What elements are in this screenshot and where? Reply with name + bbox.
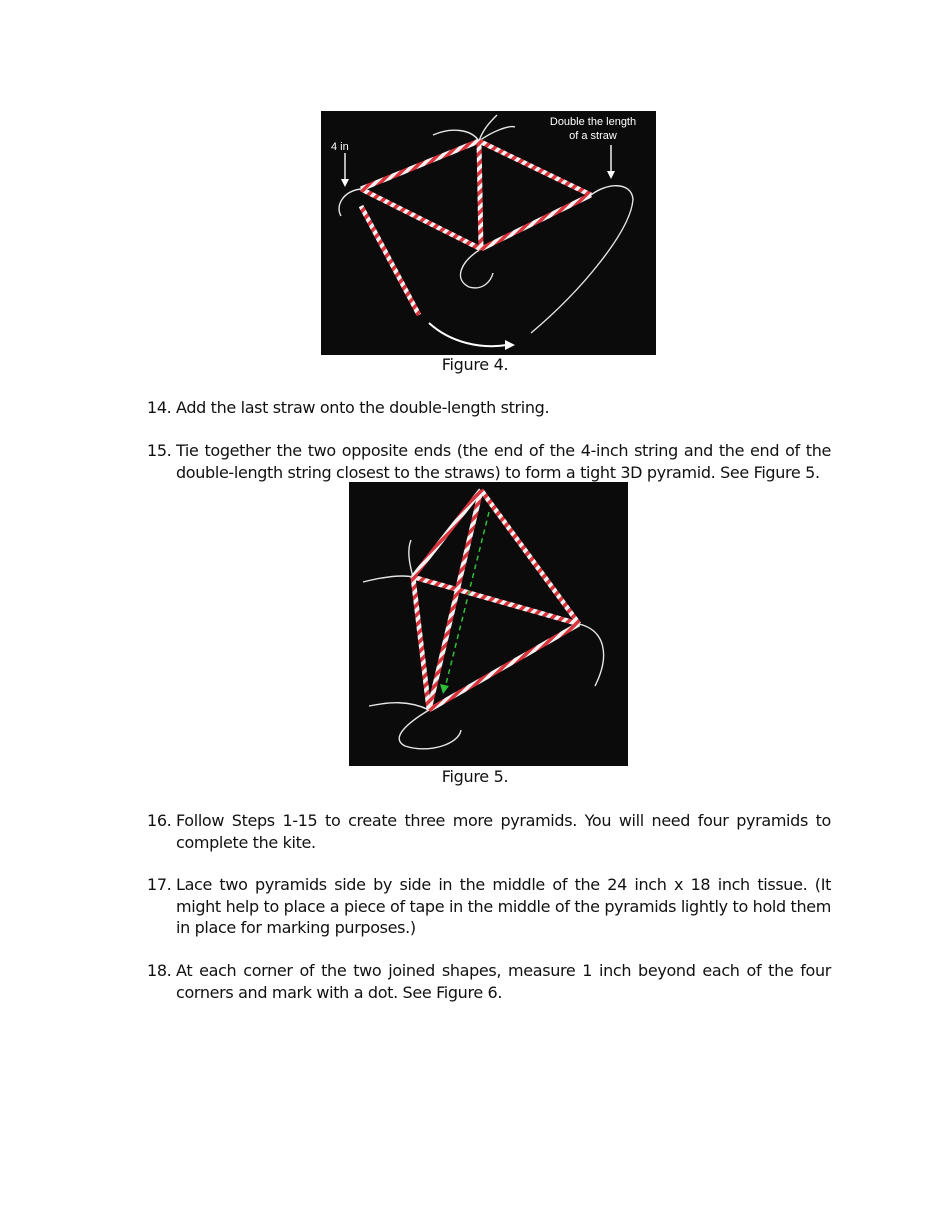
step-text: Add the last straw onto the double-length string. [176,398,550,417]
arrow-double-length-head [607,171,615,179]
straw-middle [413,577,579,624]
figure-5-caption: Figure 5. [441,767,509,786]
step-15 [147,440,831,483]
step-text: Tie together the two opposite ends (the end of the 4-inch string and the end of the double-length string closest to the straws) to form a tight 3D pyramid. See Figure 5. [176,441,831,482]
curved-arrow [429,323,507,346]
straw-top-right [481,490,579,624]
figure-4-caption: Figure 4. [441,355,509,374]
string-left-b [409,540,413,577]
step-number: 17. [147,875,172,894]
string-bottom-a [369,703,429,710]
straw-top-right [479,141,591,195]
label-4-in: 4 in [331,141,349,153]
straw-center [479,141,481,249]
string-bottom-loop [399,710,461,749]
label-double-length-line2: of a straw [569,130,617,142]
step-14 [147,397,831,419]
straw-loose [361,206,419,315]
string-top-end-b [479,115,497,141]
straw-left-vertical [413,577,429,710]
step-number: 16. [147,811,172,830]
step-number: 14. [147,398,172,417]
figure-4-drawing [321,111,656,355]
step-16 [147,810,831,853]
label-double-length-line1: Double the length [549,116,637,128]
curved-arrow-head [505,340,515,350]
guide-arrow-head [440,684,449,694]
figure-5-drawing [349,482,628,766]
step-18 [147,960,831,1003]
string-top-end-c [479,127,515,141]
arrow-4in-head [341,179,349,187]
string-left-a [363,576,413,582]
step-17 [147,874,831,939]
step-number: 18. [147,961,172,980]
string-top-end-a [433,130,479,141]
straw-top-left [361,141,479,189]
step-text: At each corner of the two joined shapes, measure 1 inch beyond each of the four corners and mark with a dot. See Figure 6. [176,961,831,1002]
string-bottom-loop [460,249,493,288]
figure-5-image [349,482,628,766]
figure-4-image [321,111,656,355]
string-left-end [339,189,361,216]
step-text: Lace two pyramids side by side in the middle of the 24 inch x 18 inch tissue. (It might help to place a piece of tape in the middle of the pyramids lightly to hold them in place for marking purposes.) [176,875,831,937]
string-right [579,624,604,686]
straw-middle-right [481,195,591,249]
straw-bottom-right [429,624,579,710]
string-double-length [531,186,633,333]
step-text: Follow Steps 1-15 to create three more pyramids. You will need four pyramids to complete the kite. [176,811,831,852]
step-number: 15. [147,441,172,460]
